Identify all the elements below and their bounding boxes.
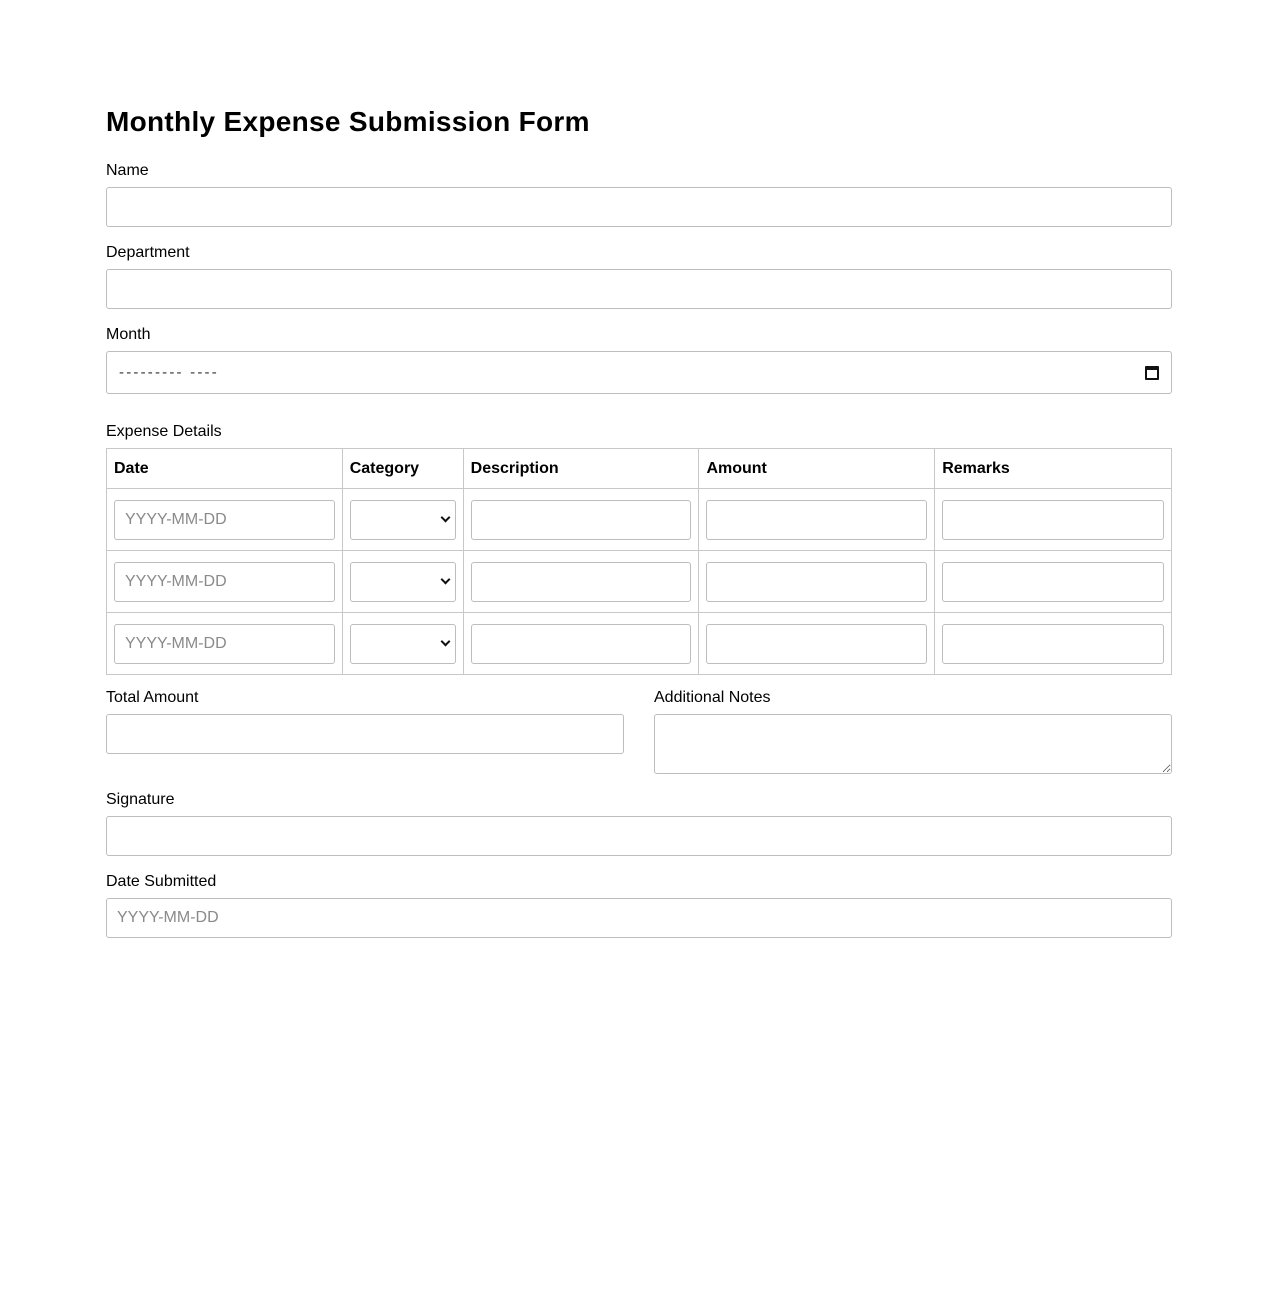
additional-notes-label: Additional Notes [654, 689, 771, 706]
column-header-remarks: Remarks [935, 449, 1172, 489]
column-header-description: Description [463, 449, 699, 489]
table-header-row [107, 449, 1172, 489]
total-amount-label: Total Amount [106, 689, 199, 706]
category-select[interactable] [350, 500, 456, 540]
description-input[interactable] [471, 500, 692, 540]
table-row [107, 551, 1172, 613]
department-input[interactable] [106, 269, 1172, 309]
remarks-input[interactable] [942, 562, 1164, 602]
signature-label: Signature [106, 791, 175, 808]
month-input[interactable] [106, 351, 1172, 394]
calendar-icon[interactable] [1145, 366, 1159, 380]
description-input[interactable] [471, 624, 692, 664]
description-input[interactable] [471, 562, 692, 602]
column-header-amount: Amount [699, 449, 935, 489]
table-row [107, 489, 1172, 551]
expense-date-input[interactable] [114, 624, 335, 664]
chevron-down-icon [440, 636, 450, 646]
date-submitted-input[interactable] [106, 898, 1172, 938]
month-label: Month [106, 326, 151, 343]
total-amount-input[interactable] [106, 714, 624, 754]
column-header-category: Category [342, 449, 463, 489]
category-select[interactable] [350, 624, 456, 664]
remarks-input[interactable] [942, 500, 1164, 540]
expense-date-input[interactable] [114, 500, 335, 540]
page-title: Monthly Expense Submission Form [106, 106, 590, 137]
category-select[interactable] [350, 562, 456, 602]
date-submitted-label: Date Submitted [106, 873, 217, 890]
expense-details-label: Expense Details [106, 423, 222, 440]
column-header-date: Date [107, 449, 343, 489]
amount-input[interactable] [706, 562, 927, 602]
amount-input[interactable] [706, 500, 927, 540]
signature-input[interactable] [106, 816, 1172, 856]
amount-input[interactable] [706, 624, 927, 664]
expense-date-input[interactable] [114, 562, 335, 602]
chevron-down-icon [440, 574, 450, 584]
department-label: Department [106, 244, 190, 261]
remarks-input[interactable] [942, 624, 1164, 664]
chevron-down-icon [440, 512, 450, 522]
month-mask: --------- ---- [119, 364, 219, 381]
name-label: Name [106, 162, 149, 179]
expense-table [106, 448, 1172, 675]
table-row [107, 613, 1172, 675]
additional-notes-textarea[interactable] [654, 714, 1172, 774]
name-input[interactable] [106, 187, 1172, 227]
